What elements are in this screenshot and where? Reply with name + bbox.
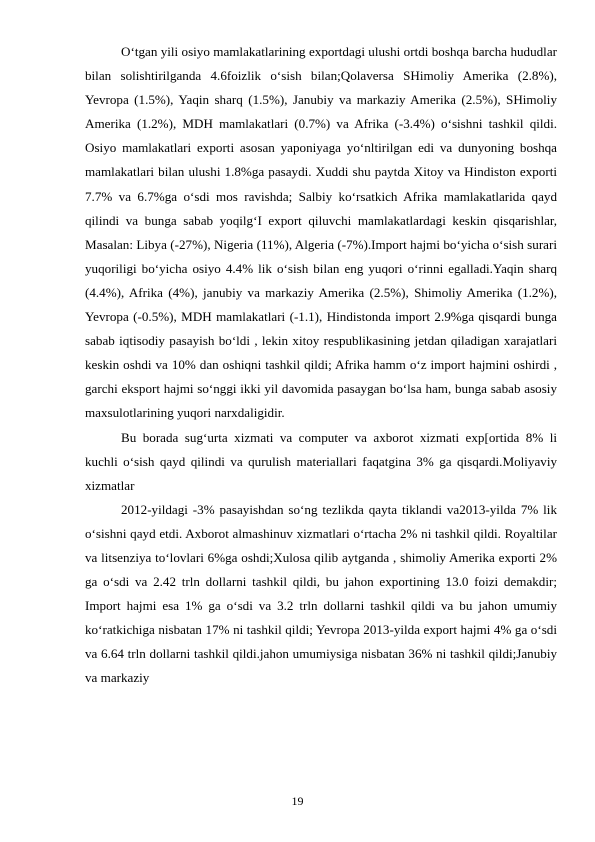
paragraph-services-export: Bu borada sug‘urta xizmati va computer va axborot xizmati exp[ortida 8% li kuchli o‘sish qayd qilindi va qurulish materiallari faqatgina 3% ga qisqardi.Moliyaviy xizmatlar	[85, 429, 557, 493]
page-number: 19	[291, 794, 304, 808]
body-text	[85, 40, 557, 691]
paragraph-export-shares: O‘tgan yili osiyo mamlakatlarining exportdagi ulushi ortdi boshqa barcha hududlar bilan solishtirilganda 4.6foizlik o‘sish bilan;Qolaversa SHimoliy Amerika (2.8%), Yevropa (1.5%), Yaqin sharq (1.5%), Janubiy va markaziy Amerika (2.5%), SHimoliy Amerika (1.2%), MDH mamlakatlari (0.7%) va Afrika (-3.4%) o‘sishni tashkil qildi. Osiyo mamlakatlari exporti asosan yaponiyaga yo‘nltirilgan edi va dunyoning boshqa mamlakatlari bilan ulushi 1.8%ga pasaydi. Xuddi shu paytda Xitoy va Hindiston exporti 7.7% va 6.7%ga o‘sdi mos ravishda; Salbiy ko‘rsatkich Afrika mamlakatlarida qayd qilindi va bunga sabab yoqilg‘I export qiluvchi mamlakatlardagi keskin qisqarishlar, Masalan: Libya (-27%), Nigeria (11%), Algeria (-7%).Import hajmi bo‘yicha o‘sish surari yuqoriligi bo‘yicha osiyo 4.4% lik o‘sish bilan eng yuqori o‘rinni egalladi.Yaqin sharq (4.4%), Afrika (4%), janubiy va markaziy Amerika (2.5%), Shimoliy Amerika (1.2%), Yevropa (-0.5%), MDH mamlakatlari (-1.1), Hindistonda import 2.9%ga qisqardi bunga sabab iqtisodiy pasayish bo‘ldi , lekin xitoy respublikasining jetdan qiladigan xarajatlari keskin oshdi va 10% dan oshiqni tashkil qildi; Afrika hamm o‘z import hajmini oshirdi , garchi eksport hajmi so‘nggi ikki yil davomida pasaygan bo‘lsa ham, bunga sabab asosiy maxsulotlarining yuqori narxdaligidir.	[85, 44, 557, 421]
paragraph-2013-summary: 2012-yildagi -3% pasayishdan so‘ng tezlikda qayta tiklandi va2013-yilda 7% lik o‘sishni qayd etdi. Axborot almashinuv xizmatlari o‘rtacha 2% ni tashkil qildi. Royaltilar va litsenziya to‘lovlari 6%ga oshdi;Xulosa qilib aytganda , shimoliy Amerika exporti 2% ga o‘sdi va 2.42 trln dollarni tashkil qildi, bu jahon exportining 13.0 foizi demakdir; Import hajmi esa 1% ga o‘sdi va 3.2 trln dollarni tashkil qildi va bu jahon umumiy ko‘ratkichiga nisbatan 17% ni tashkil qildi; Yevropa 2013-yilda export hajmi 4% ga o‘sdi va 6.64 trln dollarni tashkil qildi.jahon umumiysiga nisbatan 36% ni tashkil qildi;Janubiy va markaziy	[85, 501, 557, 686]
